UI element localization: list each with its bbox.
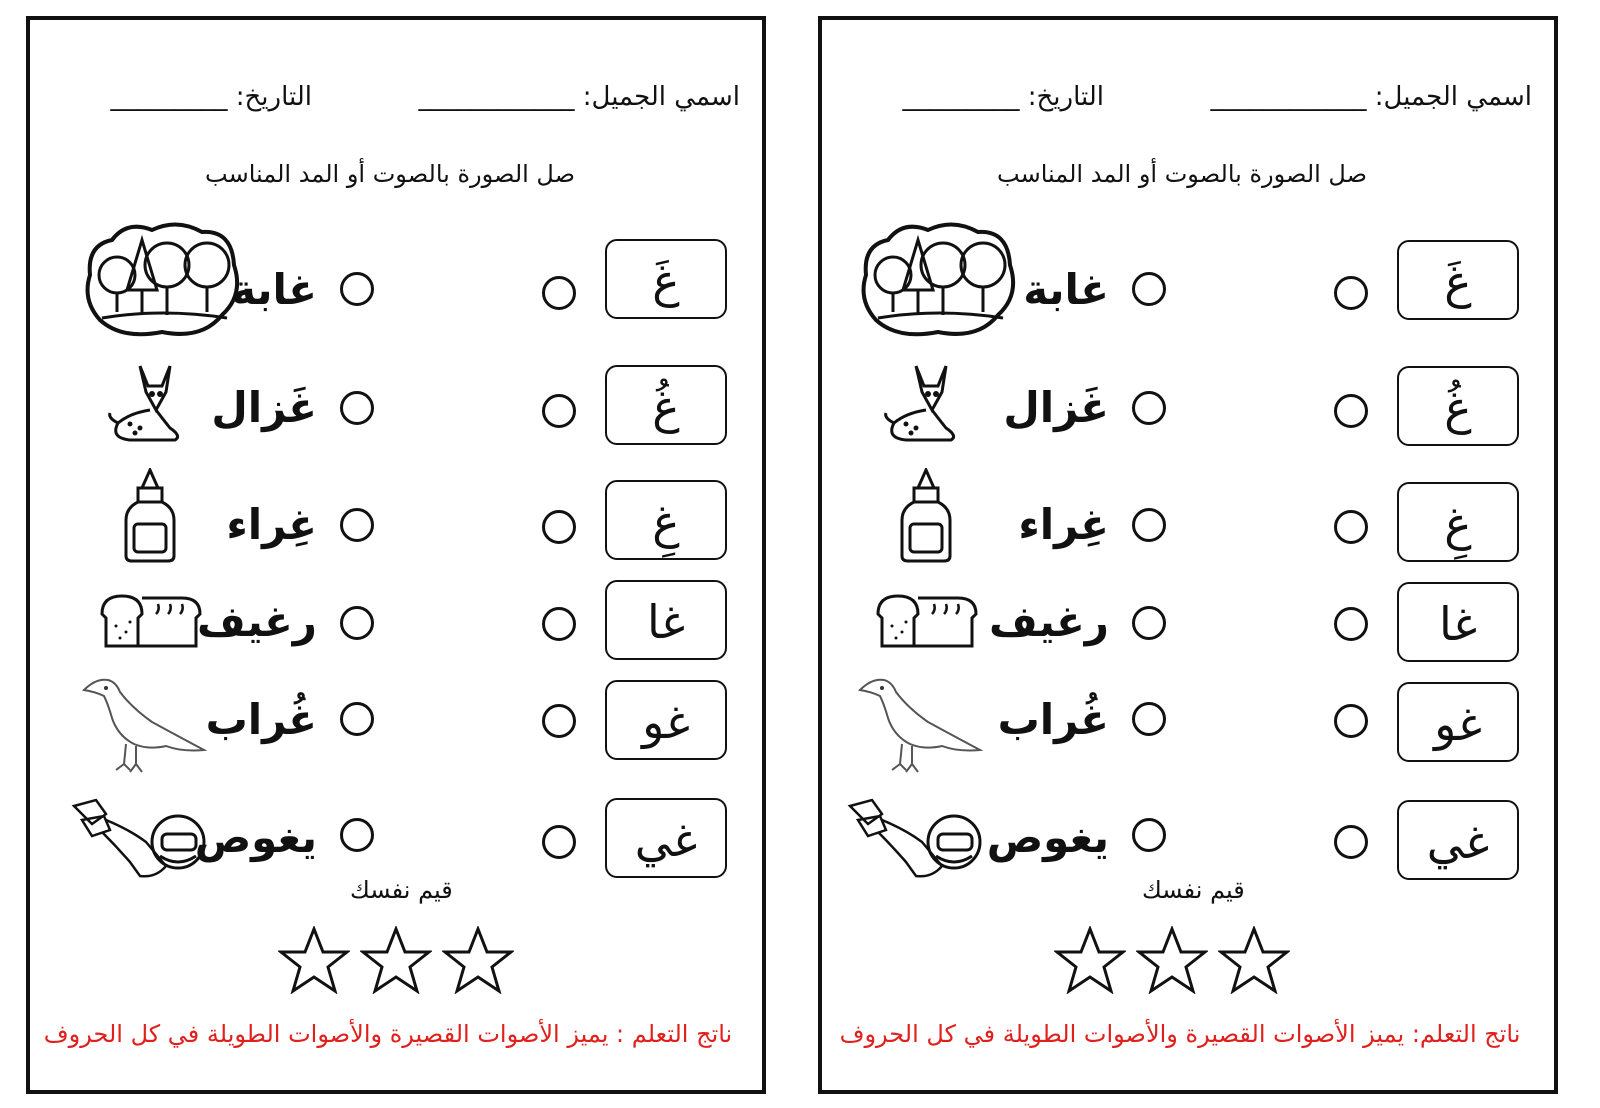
match-dot-word[interactable] <box>1132 818 1166 852</box>
syllable-box[interactable]: غا <box>1397 582 1519 662</box>
star-icon[interactable] <box>1054 926 1126 994</box>
deer-icon <box>876 358 966 448</box>
word-label: غابة <box>1023 265 1109 314</box>
word-label: غِراء <box>226 500 317 549</box>
match-dot-word[interactable] <box>340 508 374 542</box>
date-field-label: التاريخ: _________ <box>902 82 1104 112</box>
match-dot-word[interactable] <box>1132 391 1166 425</box>
forest-icon <box>858 220 1018 340</box>
word-label: يغوص <box>194 813 317 862</box>
date-field-label: التاريخ: _________ <box>110 82 312 112</box>
word-label: غَزال <box>211 383 317 432</box>
word-label: رغيف <box>196 597 317 646</box>
syllable-box[interactable]: غُ <box>605 365 727 445</box>
syllable-box[interactable]: غَ <box>1397 240 1519 320</box>
match-dot-word[interactable] <box>340 818 374 852</box>
star-icon[interactable] <box>1218 926 1290 994</box>
match-dot-syllable[interactable] <box>1334 607 1368 641</box>
learning-outcome: ناتج التعلم : يميز الأصوات القصيرة والأصوات الطويلة في كل الحروف <box>43 1020 733 1048</box>
star-rating <box>278 926 514 994</box>
match-dot-word[interactable] <box>340 391 374 425</box>
syllable-box[interactable]: غا <box>605 580 727 660</box>
syllable-box[interactable]: غِ <box>1397 482 1519 562</box>
match-dot-word[interactable] <box>1132 606 1166 640</box>
word-label: يغوص <box>986 813 1109 862</box>
worksheet-left <box>26 16 766 1094</box>
match-dot-syllable[interactable] <box>1334 510 1368 544</box>
self-rating-label: قيم نفسك <box>350 876 453 904</box>
syllable-box[interactable]: غَ <box>605 239 727 319</box>
match-dot-word[interactable] <box>1132 508 1166 542</box>
star-icon[interactable] <box>442 926 514 994</box>
syllable-box[interactable]: غي <box>1397 800 1519 880</box>
star-icon[interactable] <box>1136 926 1208 994</box>
match-dot-syllable[interactable] <box>542 825 576 859</box>
word-label: غَزال <box>1003 383 1109 432</box>
match-dot-word[interactable] <box>340 702 374 736</box>
match-dot-syllable[interactable] <box>1334 704 1368 738</box>
syllable-box[interactable]: غِ <box>605 480 727 560</box>
match-dot-syllable[interactable] <box>1334 394 1368 428</box>
match-dot-word[interactable] <box>1132 272 1166 306</box>
bread-icon <box>98 592 204 650</box>
bread-icon <box>874 592 980 650</box>
match-dot-word[interactable] <box>340 272 374 306</box>
forest-icon <box>82 220 242 340</box>
match-dot-syllable[interactable] <box>542 607 576 641</box>
match-dot-syllable[interactable] <box>542 704 576 738</box>
syllable-box[interactable]: غُ <box>1397 366 1519 446</box>
word-label: غِراء <box>1018 500 1109 549</box>
syllable-box[interactable]: غو <box>1397 682 1519 762</box>
match-dot-syllable[interactable] <box>542 394 576 428</box>
match-dot-word[interactable] <box>1132 702 1166 736</box>
word-label: رغيف <box>988 597 1109 646</box>
instruction: صل الصورة بالصوت أو المد المناسب <box>205 160 575 188</box>
word-label: غُراب <box>997 695 1109 744</box>
crow-icon <box>858 668 986 778</box>
learning-outcome: ناتج التعلم: يميز الأصوات القصيرة والأصوات الطويلة في كل الحروف <box>839 1020 1521 1048</box>
worksheet-right <box>818 16 1558 1094</box>
match-dot-syllable[interactable] <box>1334 825 1368 859</box>
instruction: صل الصورة بالصوت أو المد المناسب <box>997 160 1367 188</box>
star-icon[interactable] <box>360 926 432 994</box>
deer-icon <box>100 358 190 448</box>
star-rating <box>1054 926 1290 994</box>
name-field-label: اسمي الجميل: ____________ <box>1210 82 1532 112</box>
diver-icon <box>846 796 986 886</box>
match-dot-syllable[interactable] <box>1334 276 1368 310</box>
star-icon[interactable] <box>278 926 350 994</box>
self-rating-label: قيم نفسك <box>1142 876 1245 904</box>
match-dot-word[interactable] <box>340 606 374 640</box>
crow-icon <box>82 668 210 778</box>
syllable-box[interactable]: غو <box>605 680 727 760</box>
syllable-box[interactable]: غي <box>605 798 727 878</box>
word-label: غابة <box>231 265 317 314</box>
match-dot-syllable[interactable] <box>542 510 576 544</box>
diver-icon <box>70 796 210 886</box>
word-label: غُراب <box>205 695 317 744</box>
match-dot-syllable[interactable] <box>542 276 576 310</box>
glue-bottle-icon <box>122 468 178 564</box>
name-field-label: اسمي الجميل: ____________ <box>418 82 740 112</box>
glue-bottle-icon <box>898 468 954 564</box>
